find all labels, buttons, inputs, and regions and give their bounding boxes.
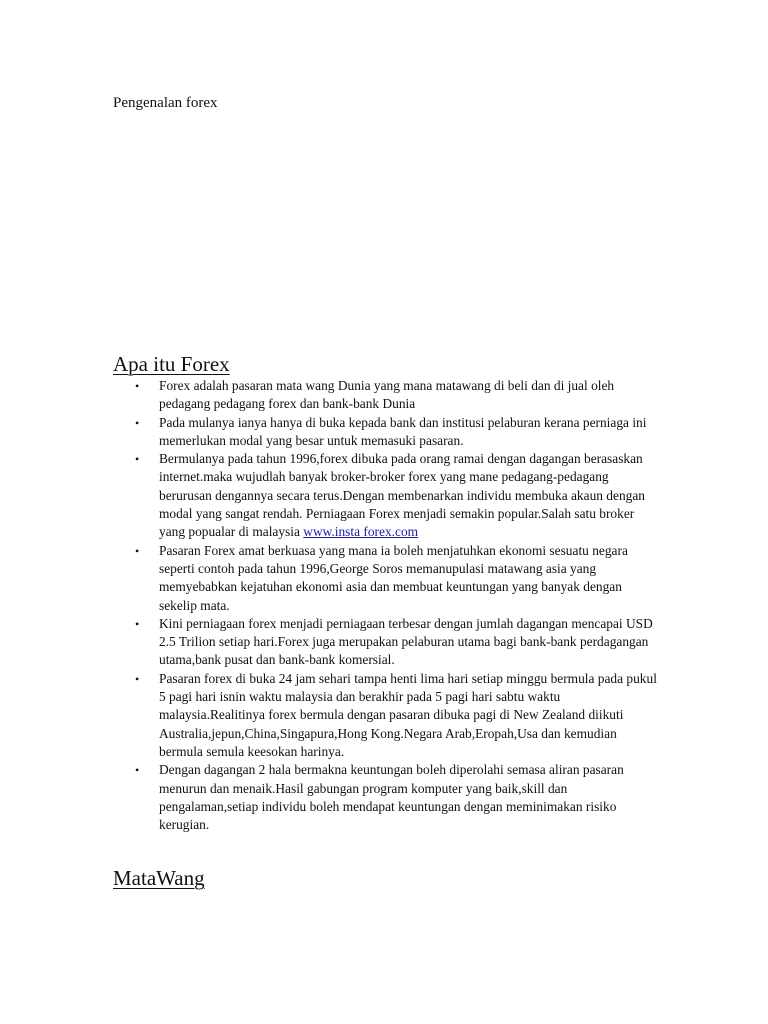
section-heading-matawang: MataWang (113, 866, 205, 890)
list-item-text: Dengan dagangan 2 hala bermakna keuntungan boleh diperolahi semasa aliran pasaran menurun dan menaik.Hasil gabungan program komputer yang baik,skill dan pengalaman,setiap individu boleh mendapat keuntungan dengan meminimakan risiko kerugian. (159, 762, 624, 833)
list-item (113, 414, 658, 451)
broker-link[interactable]: www.insta forex.com (303, 524, 419, 540)
bullet-icon: • (135, 616, 140, 631)
list-item-text: Kini perniagaan forex menjadi perniagaan terbesar dengan jumlah dagangan mencapai USD 2.5 Trilion setiap hari.Forex juga merupakan pelaburan utama bagi bank-bank perdagangan utama,bank pusat dan bank-bank komersial. (159, 615, 653, 668)
list-item (113, 615, 658, 670)
bullet-icon: • (135, 379, 140, 393)
bullet-list (113, 377, 658, 834)
bullet-icon: • (135, 452, 140, 467)
list-item (113, 761, 658, 834)
bullet-icon: • (135, 543, 140, 558)
document-title: Pengenalan forex (113, 95, 218, 111)
list-item-text: Pasaran Forex amat berkuasa yang mana ia boleh menjatuhkan ekonomi sesuatu negara seperti contoh pada tahun 1996,George Soros memanupulasi matawang asia yang memyebabkan kejatuhan ekonomi asia dan membuat keuntungan yang banyak dengan sekelip mata. (159, 542, 628, 613)
list-item (113, 450, 658, 541)
list-item (113, 377, 658, 414)
list-item (113, 670, 658, 761)
bullet-icon: • (135, 415, 140, 430)
list-item (113, 542, 658, 615)
list-item-text: Forex adalah pasaran mata wang Dunia yang mana matawang di beli dan di jual oleh pedagang pedagang forex dan bank-bank Dunia (159, 378, 615, 412)
list-item-text: Bermulanya pada tahun 1996,forex dibuka pada orang ramai dengan dagangan berasaskan internet.maka wujudlah banyak broker-broker forex yang mane pedagang-pedagang berurusan dengannya secara terus.Dengan membenarkan individu membuka akaun dengan modal yang sangat rendah. Perniagaan Forex menjadi semakin popular.Salah satu broker yang popualar di malaysia (159, 451, 645, 540)
bullet-icon: • (135, 671, 140, 686)
list-item-text: Pasaran forex di buka 24 jam sehari tampa henti lima hari setiap minggu bermula pada pukul 5 pagi hari isnin waktu malaysia dan berakhir pada 5 pagi hari sabtu waktu malaysia.Realitinya forex bermula dengan pasaran dibuka pagi di New Zealand diikuti Australia,jepun,China,Singapura,Hong Kong.Negara Arab,Eropah,Usa dan kemudian bermula semula keesokan harinya. (159, 670, 657, 759)
section-heading-apa-itu-forex: Apa itu Forex (113, 352, 230, 376)
bullet-icon: • (135, 763, 140, 778)
list-item-text: Pada mulanya ianya hanya di buka kepada bank dan institusi pelaburan kerana perniaga ini memerlukan modal yang besar untuk memasuki pasaran. (159, 414, 647, 448)
